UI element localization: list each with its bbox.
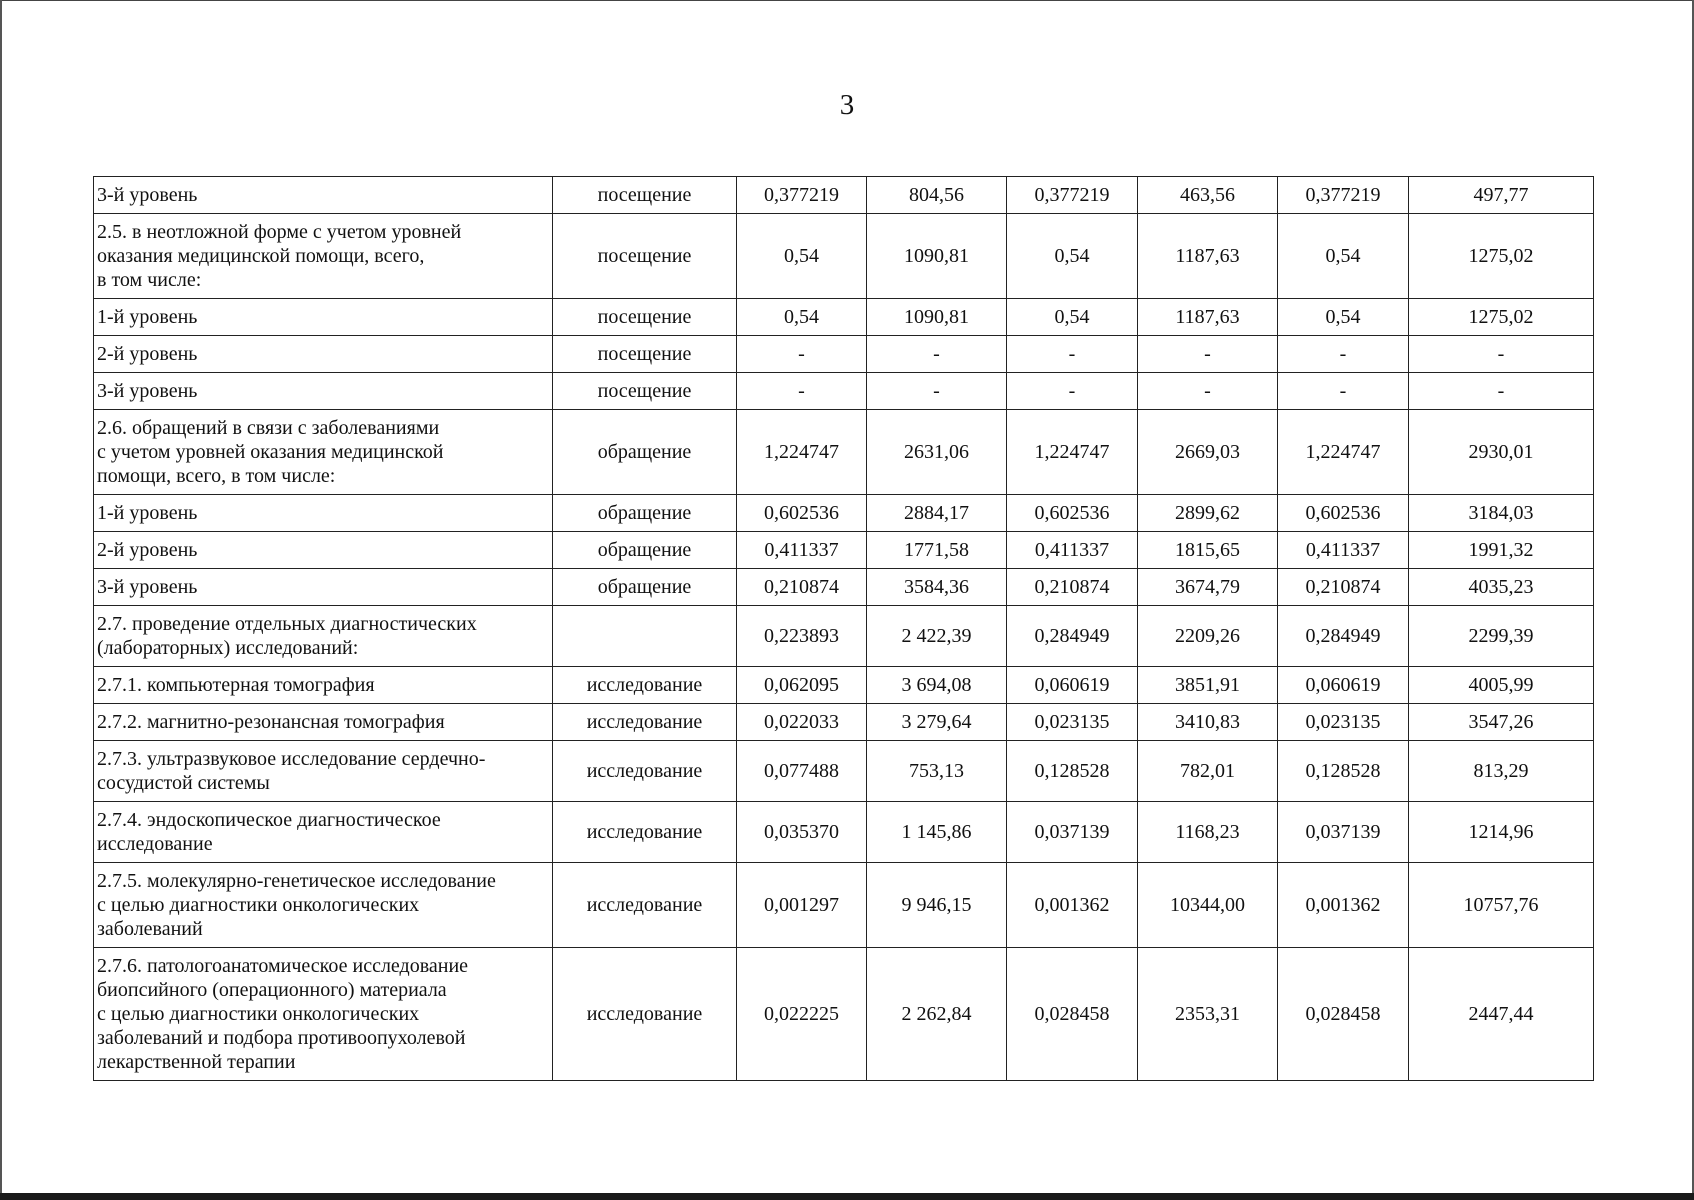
row-value-1: - [737,373,867,410]
row-value-6: 1275,02 [1409,214,1594,299]
row-value-2: 1 145,86 [867,802,1007,863]
row-value-5: - [1278,373,1409,410]
row-value-6: 1275,02 [1409,299,1594,336]
row-value-2: 1771,58 [867,532,1007,569]
row-value-6: - [1409,336,1594,373]
row-value-6: 3547,26 [1409,704,1594,741]
row-value-2: 1090,81 [867,214,1007,299]
row-unit: исследование [553,948,737,1081]
table-row [94,569,1594,606]
row-unit: обращение [553,495,737,532]
scan-top-edge [0,0,1694,1]
row-value-4: - [1138,373,1278,410]
row-value-4: 2899,62 [1138,495,1278,532]
row-name: 2.7.2. магнитно-резонансная томография [94,704,553,741]
scan-left-edge [0,0,2,1200]
row-name: 2-й уровень [94,336,553,373]
row-value-2: 2884,17 [867,495,1007,532]
row-value-4: 463,56 [1138,177,1278,214]
table-row [94,177,1594,214]
row-name: 2.7. проведение отдельных диагностических (лабораторных) исследований: [94,606,553,667]
row-unit [553,606,737,667]
row-value-2: 2631,06 [867,410,1007,495]
tariff-table [93,176,1594,1081]
row-value-4: 1168,23 [1138,802,1278,863]
row-name: 2.7.6. патологоанатомическое исследование биопсийного (операционного) материала с целью диагностики онкологических заболеваний и подбора противоопухолевой лекарственной терапии [94,948,553,1081]
row-value-3: 0,284949 [1007,606,1138,667]
row-unit: исследование [553,802,737,863]
row-value-4: 782,01 [1138,741,1278,802]
row-value-5: 0,037139 [1278,802,1409,863]
row-unit: посещение [553,336,737,373]
row-value-4: 1187,63 [1138,299,1278,336]
row-name: 2.6. обращений в связи с заболеваниями с учетом уровней оказания медицинской помощи, всего, в том числе: [94,410,553,495]
row-value-6: 813,29 [1409,741,1594,802]
row-value-1: 1,224747 [737,410,867,495]
row-unit: исследование [553,704,737,741]
row-name: 2.7.1. компьютерная томография [94,667,553,704]
row-value-4: 3851,91 [1138,667,1278,704]
row-value-4: 2669,03 [1138,410,1278,495]
row-value-6: 497,77 [1409,177,1594,214]
row-value-3: 0,602536 [1007,495,1138,532]
row-value-1: 0,377219 [737,177,867,214]
row-value-5: - [1278,336,1409,373]
row-value-6: 2299,39 [1409,606,1594,667]
row-value-3: 0,54 [1007,299,1138,336]
row-value-1: 0,223893 [737,606,867,667]
row-value-1: 0,077488 [737,741,867,802]
row-unit: обращение [553,532,737,569]
row-unit: обращение [553,410,737,495]
table-body [94,177,1594,1081]
row-unit: исследование [553,667,737,704]
table-row [94,863,1594,948]
row-name: 3-й уровень [94,373,553,410]
row-value-3: 0,128528 [1007,741,1138,802]
row-value-2: 9 946,15 [867,863,1007,948]
row-name: 3-й уровень [94,569,553,606]
table-row [94,606,1594,667]
table-row [94,741,1594,802]
row-value-1: 0,602536 [737,495,867,532]
row-value-4: 1187,63 [1138,214,1278,299]
row-unit: посещение [553,214,737,299]
row-value-4: 3410,83 [1138,704,1278,741]
row-value-1: 0,001297 [737,863,867,948]
row-value-1: 0,022225 [737,948,867,1081]
row-value-6: 2930,01 [1409,410,1594,495]
row-name: 2.7.3. ультразвуковое исследование сердечно- сосудистой системы [94,741,553,802]
row-value-2: 2 422,39 [867,606,1007,667]
row-name: 1-й уровень [94,299,553,336]
row-value-4: 10344,00 [1138,863,1278,948]
row-value-6: 3184,03 [1409,495,1594,532]
row-value-3: 0,023135 [1007,704,1138,741]
row-value-2: 3 279,64 [867,704,1007,741]
row-value-4: 1815,65 [1138,532,1278,569]
row-unit: обращение [553,569,737,606]
row-value-5: 0,54 [1278,299,1409,336]
row-unit: исследование [553,741,737,802]
row-value-1: 0,022033 [737,704,867,741]
row-value-5: 0,210874 [1278,569,1409,606]
row-value-5: 0,001362 [1278,863,1409,948]
row-value-5: 0,128528 [1278,741,1409,802]
row-value-6: 4005,99 [1409,667,1594,704]
row-value-5: 0,602536 [1278,495,1409,532]
row-value-2: 753,13 [867,741,1007,802]
row-name: 3-й уровень [94,177,553,214]
row-value-2: 3 694,08 [867,667,1007,704]
row-name: 2.7.5. молекулярно-генетическое исследование с целью диагностики онкологических заболеваний [94,863,553,948]
row-value-2: 2 262,84 [867,948,1007,1081]
table-row [94,299,1594,336]
row-value-2: - [867,336,1007,373]
row-value-4: - [1138,336,1278,373]
row-value-1: 0,035370 [737,802,867,863]
row-value-1: 0,54 [737,214,867,299]
row-unit: посещение [553,299,737,336]
row-value-3: 1,224747 [1007,410,1138,495]
row-value-5: 0,284949 [1278,606,1409,667]
row-value-6: - [1409,373,1594,410]
row-name: 2.5. в неотложной форме с учетом уровней оказания медицинской помощи, всего, в том числе: [94,214,553,299]
row-value-3: 0,210874 [1007,569,1138,606]
row-value-1: 0,210874 [737,569,867,606]
row-name: 2-й уровень [94,532,553,569]
scan-bottom-edge [0,1193,1694,1200]
row-value-3: - [1007,373,1138,410]
row-value-4: 2353,31 [1138,948,1278,1081]
row-unit: посещение [553,373,737,410]
row-value-1: 0,411337 [737,532,867,569]
table-row [94,948,1594,1081]
row-value-1: 0,54 [737,299,867,336]
row-value-3: 0,001362 [1007,863,1138,948]
row-name: 2.7.4. эндоскопическое диагностическое исследование [94,802,553,863]
row-unit: посещение [553,177,737,214]
row-name: 1-й уровень [94,495,553,532]
table-row [94,667,1594,704]
row-value-6: 1991,32 [1409,532,1594,569]
row-value-1: - [737,336,867,373]
table-row [94,373,1594,410]
table-row [94,495,1594,532]
row-value-6: 4035,23 [1409,569,1594,606]
table-row [94,214,1594,299]
table-row [94,704,1594,741]
row-value-5: 0,54 [1278,214,1409,299]
row-value-2: 1090,81 [867,299,1007,336]
row-value-2: 3584,36 [867,569,1007,606]
row-value-3: 0,411337 [1007,532,1138,569]
row-value-6: 2447,44 [1409,948,1594,1081]
row-value-3: - [1007,336,1138,373]
row-value-6: 10757,76 [1409,863,1594,948]
row-value-4: 3674,79 [1138,569,1278,606]
table-row [94,410,1594,495]
row-value-2: - [867,373,1007,410]
page-number: 3 [839,89,855,121]
row-value-3: 0,028458 [1007,948,1138,1081]
row-value-5: 0,028458 [1278,948,1409,1081]
row-value-5: 1,224747 [1278,410,1409,495]
table-row [94,532,1594,569]
row-value-1: 0,062095 [737,667,867,704]
row-value-3: 0,377219 [1007,177,1138,214]
row-value-4: 2209,26 [1138,606,1278,667]
table-row [94,336,1594,373]
row-value-5: 0,377219 [1278,177,1409,214]
row-value-2: 804,56 [867,177,1007,214]
row-value-5: 0,023135 [1278,704,1409,741]
row-value-3: 0,037139 [1007,802,1138,863]
row-value-6: 1214,96 [1409,802,1594,863]
row-value-5: 0,411337 [1278,532,1409,569]
row-value-3: 0,060619 [1007,667,1138,704]
row-value-5: 0,060619 [1278,667,1409,704]
table-row [94,802,1594,863]
row-value-3: 0,54 [1007,214,1138,299]
row-unit: исследование [553,863,737,948]
